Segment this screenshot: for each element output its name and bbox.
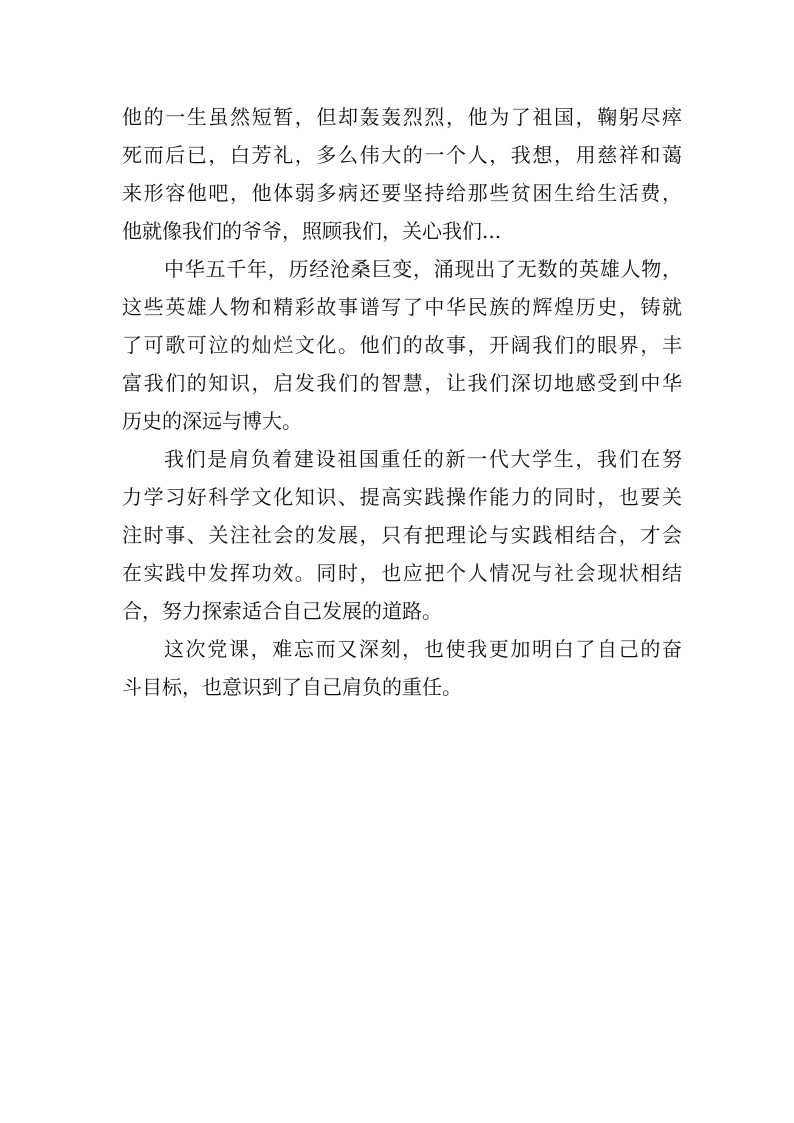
paragraph-1 (122, 98, 682, 250)
text-line: 了可歌可泣的灿烂文化。他们的故事，开阔我们的眼界，丰 (122, 333, 682, 357)
document-body (122, 98, 682, 706)
text-line: 我们是肩负着建设祖国重任的新一代大学生，我们在努 (164, 447, 682, 471)
text-line: 这些英雄人物和精彩故事谱写了中华民族的辉煌历史，铸就 (122, 295, 682, 319)
text-line: 历史的深远与博大。 (122, 409, 302, 433)
text-line: 来形容他吧，他体弱多病还要坚持给那些贫困生给生活费， (122, 181, 682, 205)
text-line: 富我们的知识，启发我们的智慧，让我们深切地感受到中华 (122, 371, 682, 395)
paragraph-4 (122, 630, 682, 706)
text-line: 合，努力探索适合自己发展的道路。 (122, 599, 442, 623)
text-line: 在实践中发挥功效。同时，也应把个人情况与社会现状相结 (122, 561, 682, 585)
text-line: 注时事、关注社会的发展，只有把理论与实践相结合，才会 (122, 523, 682, 547)
text-line: 力学习好科学文化知识、提高实践操作能力的同时，也要关 (122, 485, 682, 509)
text-line: 中华五千年，历经沧桑巨变，涌现出了无数的英雄人物， (164, 257, 682, 281)
text-line: 这次党课，难忘而又深刻，也使我更加明白了自己的奋 (164, 637, 682, 661)
text-line: 斗目标，也意识到了自己肩负的重任。 (122, 675, 462, 699)
text-line: 他的一生虽然短暂，但却轰轰烈烈，他为了祖国，鞠躬尽瘁 (122, 105, 682, 129)
paragraph-2 (122, 250, 682, 440)
text-line: 死而后已，白芳礼，多么伟大的一个人，我想，用慈祥和蔼 (122, 143, 682, 167)
paragraph-3 (122, 440, 682, 630)
text-line: 他就像我们的爷爷，照顾我们，关心我们... (122, 219, 502, 243)
